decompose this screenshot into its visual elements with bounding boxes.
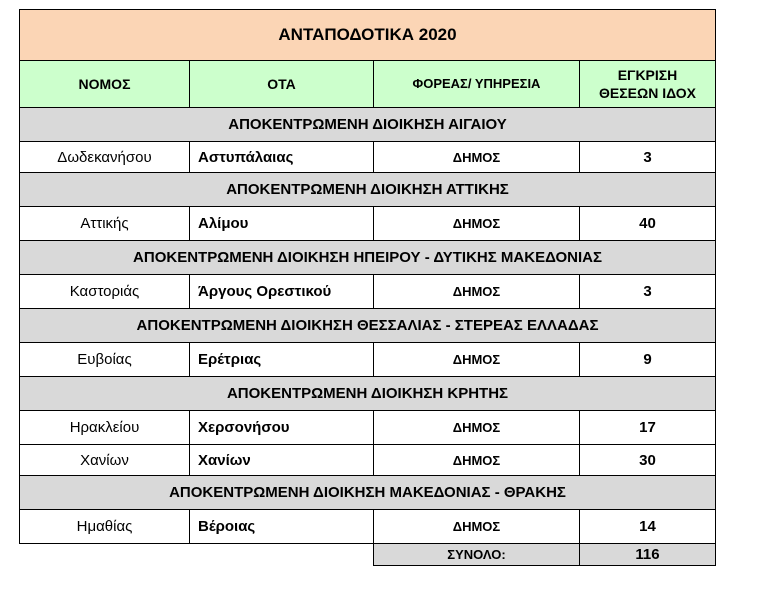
region-label: ΑΠΟΚΕΝΤΡΩΜΕΝΗ ΔΙΟΙΚΗΣΗ ΘΕΣΣΑΛΙΑΣ - ΣΤΕΡΕΑΣ ΕΛΛΑΔΑΣ — [20, 309, 716, 343]
total-row — [20, 544, 716, 566]
cell-ota: Βέροιας — [190, 510, 374, 544]
header-egkrisi-line2: ΘΕΣΕΩΝ ΙΔΟΧ — [599, 85, 696, 101]
header-egkrisi — [580, 61, 716, 108]
region-label: ΑΠΟΚΕΝΤΡΩΜΕΝΗ ΔΙΟΙΚΗΣΗ ΑΤΤΙΚΗΣ — [20, 173, 716, 207]
cell-value: 30 — [580, 445, 716, 476]
total-blank — [20, 544, 190, 566]
table-row — [20, 142, 716, 173]
positions-table — [19, 9, 716, 566]
table-row — [20, 275, 716, 309]
table-row — [20, 445, 716, 476]
cell-value: 17 — [580, 411, 716, 445]
region-label: ΑΠΟΚΕΝΤΡΩΜΕΝΗ ΔΙΟΙΚΗΣΗ ΗΠΕΙΡΟΥ - ΔΥΤΙΚΗΣ ΜΑΚΕΔΟΝΙΑΣ — [20, 241, 716, 275]
cell-nomos: Δωδεκανήσου — [20, 142, 190, 173]
cell-foreas: ΔΗΜΟΣ — [374, 411, 580, 445]
cell-nomos: Ημαθίας — [20, 510, 190, 544]
table-row — [20, 207, 716, 241]
table-row — [20, 411, 716, 445]
cell-ota: Χερσονήσου — [190, 411, 374, 445]
total-value: 116 — [580, 544, 716, 566]
cell-nomos: Αττικής — [20, 207, 190, 241]
table-row — [20, 510, 716, 544]
cell-nomos: Ηρακλείου — [20, 411, 190, 445]
cell-foreas: ΔΗΜΟΣ — [374, 445, 580, 476]
cell-value: 40 — [580, 207, 716, 241]
table-row — [20, 343, 716, 377]
header-foreas: ΦΟΡΕΑΣ/ ΥΠΗΡΕΣΙΑ — [374, 61, 580, 108]
table-title: ΑΝΤΑΠΟΔΟΤΙΚΑ 2020 — [20, 10, 716, 61]
cell-foreas: ΔΗΜΟΣ — [374, 207, 580, 241]
cell-value: 3 — [580, 275, 716, 309]
cell-nomos: Καστοριάς — [20, 275, 190, 309]
region-row — [20, 241, 716, 275]
header-nomos: ΝΟΜΟΣ — [20, 61, 190, 108]
total-blank — [190, 544, 374, 566]
cell-value: 9 — [580, 343, 716, 377]
cell-ota: Χανίων — [190, 445, 374, 476]
region-row — [20, 309, 716, 343]
cell-nomos: Ευβοίας — [20, 343, 190, 377]
cell-ota: Αστυπάλαιας — [190, 142, 374, 173]
region-label: ΑΠΟΚΕΝΤΡΩΜΕΝΗ ΔΙΟΙΚΗΣΗ ΚΡΗΤΗΣ — [20, 377, 716, 411]
region-row — [20, 377, 716, 411]
header-egkrisi-line1: ΕΓΚΡΙΣΗ — [617, 67, 678, 83]
cell-foreas: ΔΗΜΟΣ — [374, 142, 580, 173]
cell-foreas: ΔΗΜΟΣ — [374, 510, 580, 544]
title-row — [20, 10, 716, 61]
region-row — [20, 173, 716, 207]
cell-value: 14 — [580, 510, 716, 544]
region-label: ΑΠΟΚΕΝΤΡΩΜΕΝΗ ΔΙΟΙΚΗΣΗ ΜΑΚΕΔΟΝΙΑΣ - ΘΡΑΚΗΣ — [20, 476, 716, 510]
cell-nomos: Χανίων — [20, 445, 190, 476]
region-label: ΑΠΟΚΕΝΤΡΩΜΕΝΗ ΔΙΟΙΚΗΣΗ ΑΙΓΑΙΟΥ — [20, 108, 716, 142]
header-ota: ΟΤΑ — [190, 61, 374, 108]
cell-foreas: ΔΗΜΟΣ — [374, 343, 580, 377]
region-row — [20, 108, 716, 142]
cell-ota: Αλίμου — [190, 207, 374, 241]
total-label: ΣΥΝΟΛΟ: — [374, 544, 580, 566]
header-row — [20, 61, 716, 108]
cell-value: 3 — [580, 142, 716, 173]
cell-ota: Ερέτριας — [190, 343, 374, 377]
cell-foreas: ΔΗΜΟΣ — [374, 275, 580, 309]
cell-ota: Άργους Ορεστικού — [190, 275, 374, 309]
region-row — [20, 476, 716, 510]
table-body — [20, 10, 716, 566]
